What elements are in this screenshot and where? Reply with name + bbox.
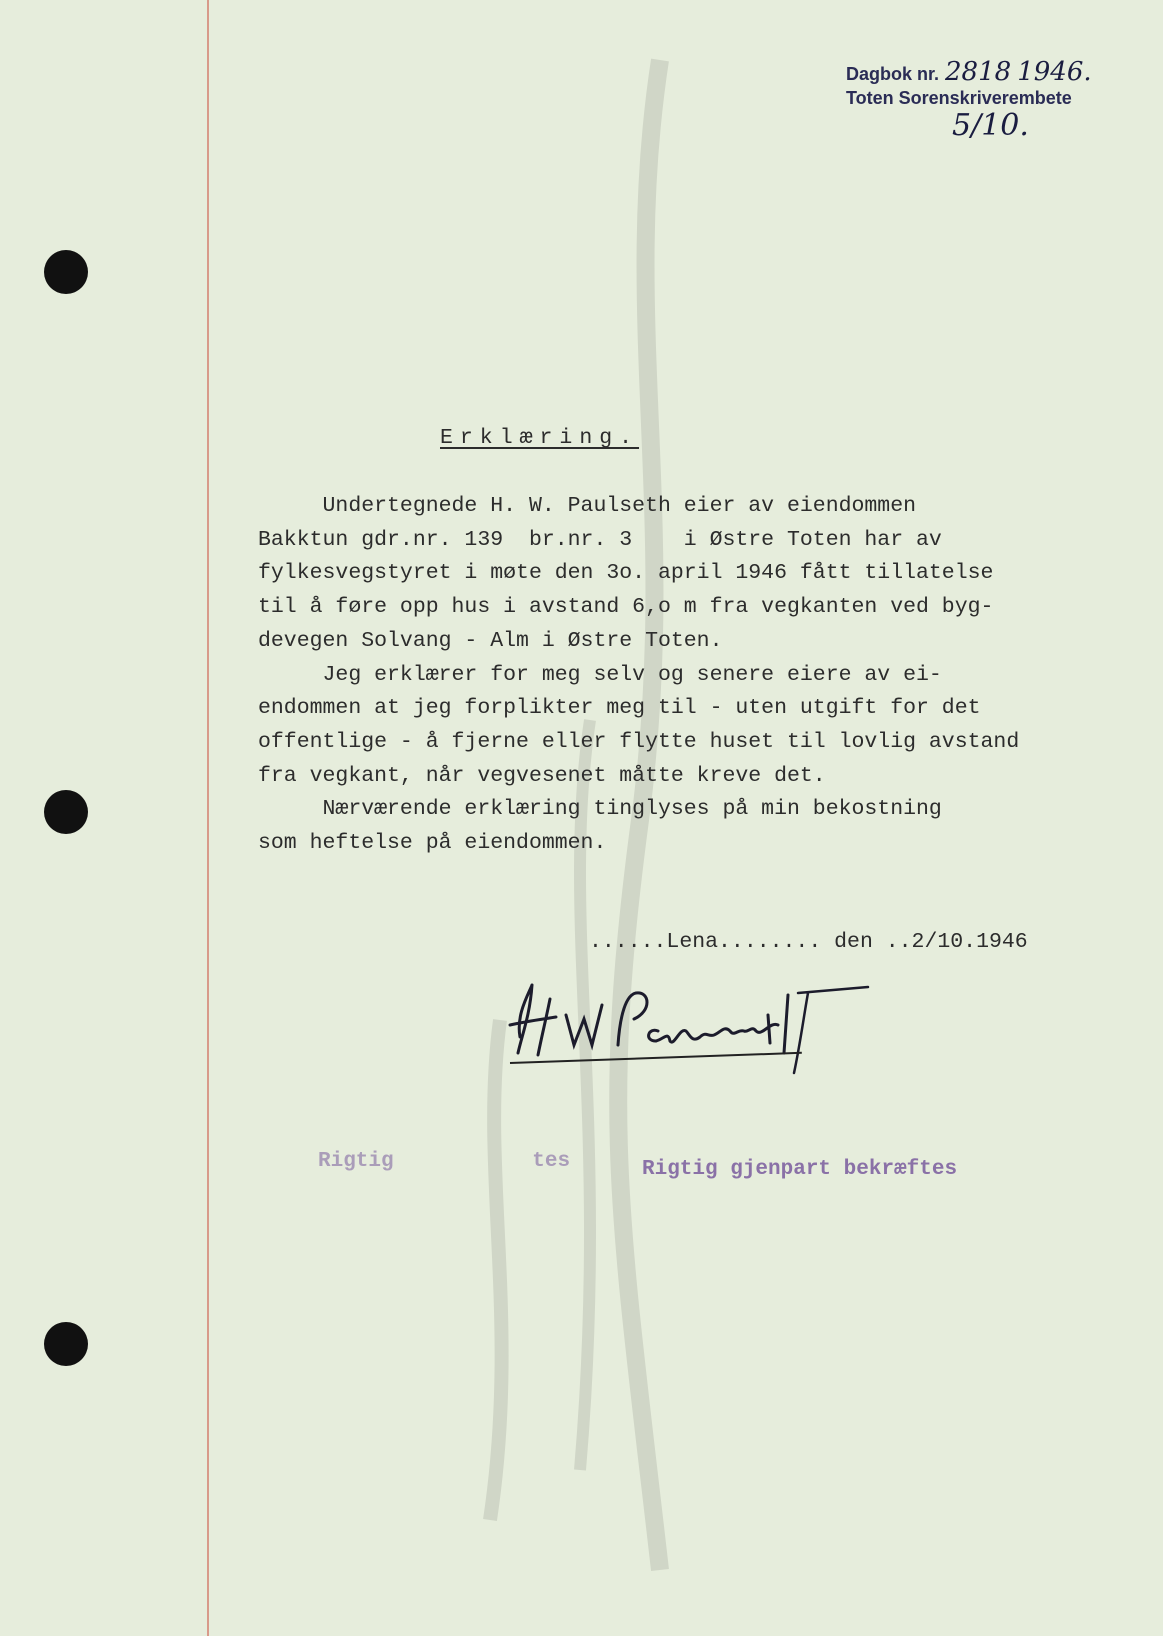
document-title: Erklæring. — [440, 426, 640, 450]
signature-text: H. W. Paulseth — [508, 975, 514, 976]
certification-stamp: Rigtig gjenpart bekræftes — [642, 1158, 958, 1181]
margin-line — [207, 0, 209, 1636]
dagbok-year: 1946. — [1017, 57, 1092, 87]
dagbok-label: Dagbok nr. — [846, 64, 940, 84]
punch-hole-icon — [44, 250, 88, 294]
dagbok-number: 2818 — [945, 57, 1012, 87]
certification-stamp-faint: Rigtig tes — [318, 1150, 571, 1173]
dagbok-line — [846, 57, 1092, 87]
punch-hole-icon — [44, 790, 88, 834]
office-name: Toten Sorenskriverembete — [846, 88, 1072, 108]
place-date-line: ......Lena........ den ..2/10.1946 — [589, 930, 1028, 954]
journal-stamp — [846, 57, 1092, 110]
punch-hole-icon — [44, 1322, 88, 1366]
declaration-body: Undertegnede H. W. Paulseth eier av eiendommen Bakktun gdr.nr. 139 br.nr. 3 i Østre Toten har av fylkesvegstyret i møte den 3o. april 1946 fått tillatelse til å føre opp hus i avstand 6,o m fra vegkanten ved byg- devegen Solvang - Alm i Østre Toten. Jeg erklærer for meg selv og senere eiere av ei- endommen at jeg forplikter meg til - uten utgift for det offentlige - å fjerne eller flytte huset til lovlig avstand fra vegkant, når vegvesenet måtte kreve det. Nærværende erklæring tinglyses på min bekostning som heftelse på eiendommen. — [258, 494, 1020, 856]
received-date: 5/10. — [952, 108, 1029, 143]
